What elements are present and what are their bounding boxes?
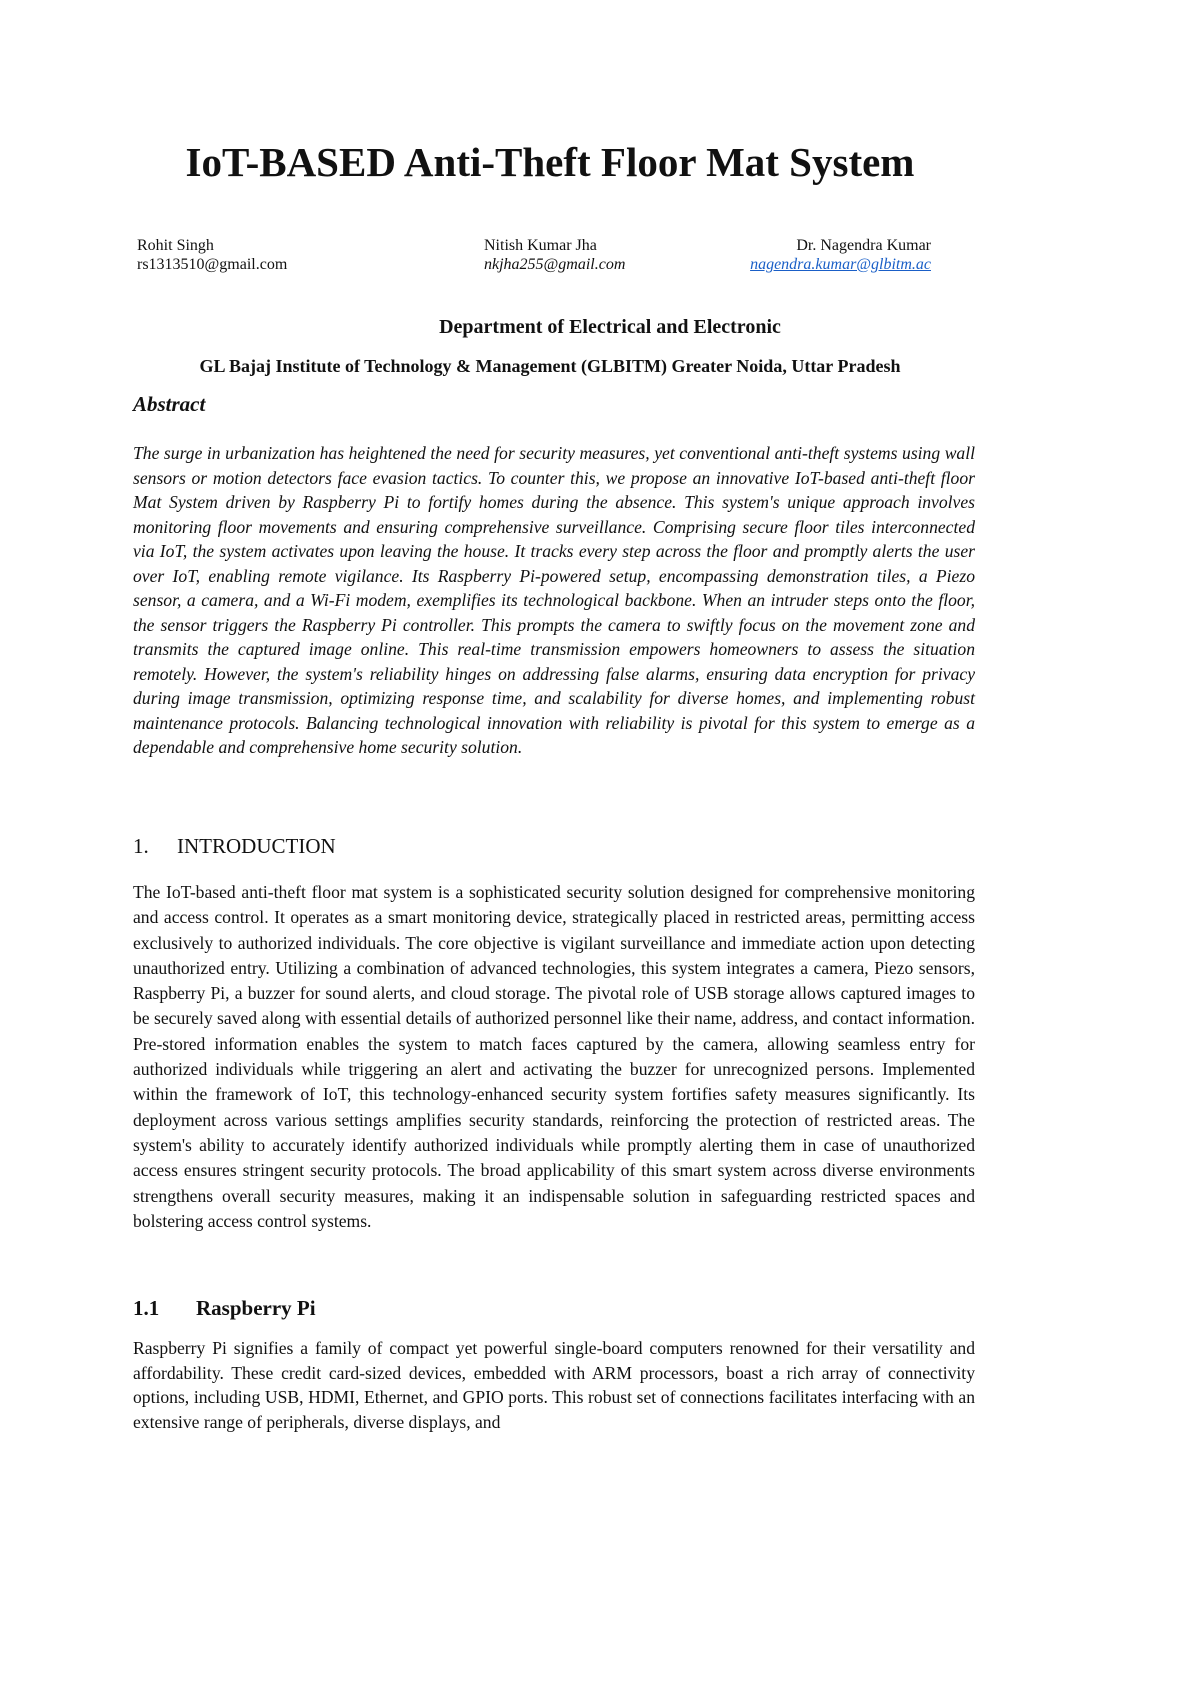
section-heading-raspberry-pi [133,1296,316,1321]
author-2 [484,236,625,274]
abstract-text: The surge in urbanization has heightened the need for security measures, yet conventional anti-theft systems using wall sensors or motion detectors face evasion tactics. To counter this, we propose an innovative IoT-based anti-theft floor Mat System driven by Raspberry Pi to fortify homes during the absence. This system's unique approach involves monitoring floor movements and ensuring comprehensive surveillance. Comprising secure floor tiles interconnected via IoT, the system activates upon leaving the house. It tracks every step across the floor and promptly alerts the user over IoT, enabling remote vigilance. Its Raspberry Pi-powered setup, encompassing demonstration tiles, a Piezo sensor, a camera, and a Wi-Fi modem, exemplifies its technological backbone. When an intruder steps onto the floor, the sensor triggers the Raspberry Pi controller. This prompts the camera to swiftly focus on the movement zone and transmits the captured image online. This real-time transmission empowers homeowners to assess the situation remotely. However, the system's reliability hinges on addressing false alarms, ensuring data encryption for privacy during image transmission, optimizing response time, and scalability for diverse homes, and implementing robust maintenance protocols. Balancing technological innovation with reliability is pivotal for this system to emerge as a dependable and comprehensive home security solution. [133,443,975,757]
introduction-text: The IoT-based anti-theft floor mat system is a sophisticated security solution designed for comprehensive monitoring and access control. It operates as a smart monitoring device, strategically placed in restricted areas, permitting access exclusively to authorized individuals. The core objective is vigilant surveillance and immediate action upon detecting unauthorized entry. Utilizing a combination of advanced technologies, this system integrates a camera, Piezo sensors, Raspberry Pi, a buzzer for sound alerts, and cloud storage. The pivotal role of USB storage allows captured images to be securely saved along with essential details of authorized personnel like their name, address, and contact information. Pre-stored information enables the system to match faces captured by the camera, allowing seamless entry for authorized individuals while triggering an alert and activating the buzzer for unrecognized persons. Implemented within the framework of IoT, this technology-enhanced security system fortifies safety measures significantly. Its deployment across various settings amplifies security standards, reinforcing the protection of restricted areas. The system's ability to accurately identify authorized individuals while promptly alerting them in case of unauthorized access ensures stringent security protocols. The broad applicability of this smart system across diverse environments strengthens overall security measures, making it an indispensable solution in safeguarding restricted spaces and bolstering access control systems. [133,882,975,1231]
author-email: nkjha255@gmail.com [484,256,626,273]
institute: GL Bajaj Institute of Technology & Management (GLBITM) Greater Noida, Uttar Pradesh [199,356,901,376]
author-name: Nitish Kumar Jha [484,237,597,254]
paper-title: IoT-BASED Anti-Theft Floor Mat System [185,139,915,185]
section-title: Raspberry Pi [196,1296,316,1320]
department: Department of Electrical and Electronic [439,316,781,338]
raspberry-pi-text: Raspberry Pi signifies a family of compact yet powerful single-board computers renowned for their versatility and affordability. These credit card-sized devices, embedded with ARM processors, boast a rich array of connectivity options, including USB, HDMI, Ethernet, and GPIO ports. This robust set of connections facilitates interfacing with an extensive range of peripherals, diverse displays, and [133,1338,975,1432]
section-title: INTRODUCTION [177,834,336,858]
author-name: Rohit Singh [137,237,214,254]
author-name: Dr. Nagendra Kumar [796,237,931,254]
section-heading-introduction [133,834,336,859]
abstract-heading: Abstract [133,392,206,416]
author-1 [137,236,287,274]
section-number: 1. [133,834,149,858]
author-email-link[interactable]: nagendra.kumar@glbitm.ac [750,256,931,273]
author-email: rs1313510@gmail.com [137,256,288,273]
section-number: 1.1 [133,1296,160,1320]
author-3 [736,236,931,274]
